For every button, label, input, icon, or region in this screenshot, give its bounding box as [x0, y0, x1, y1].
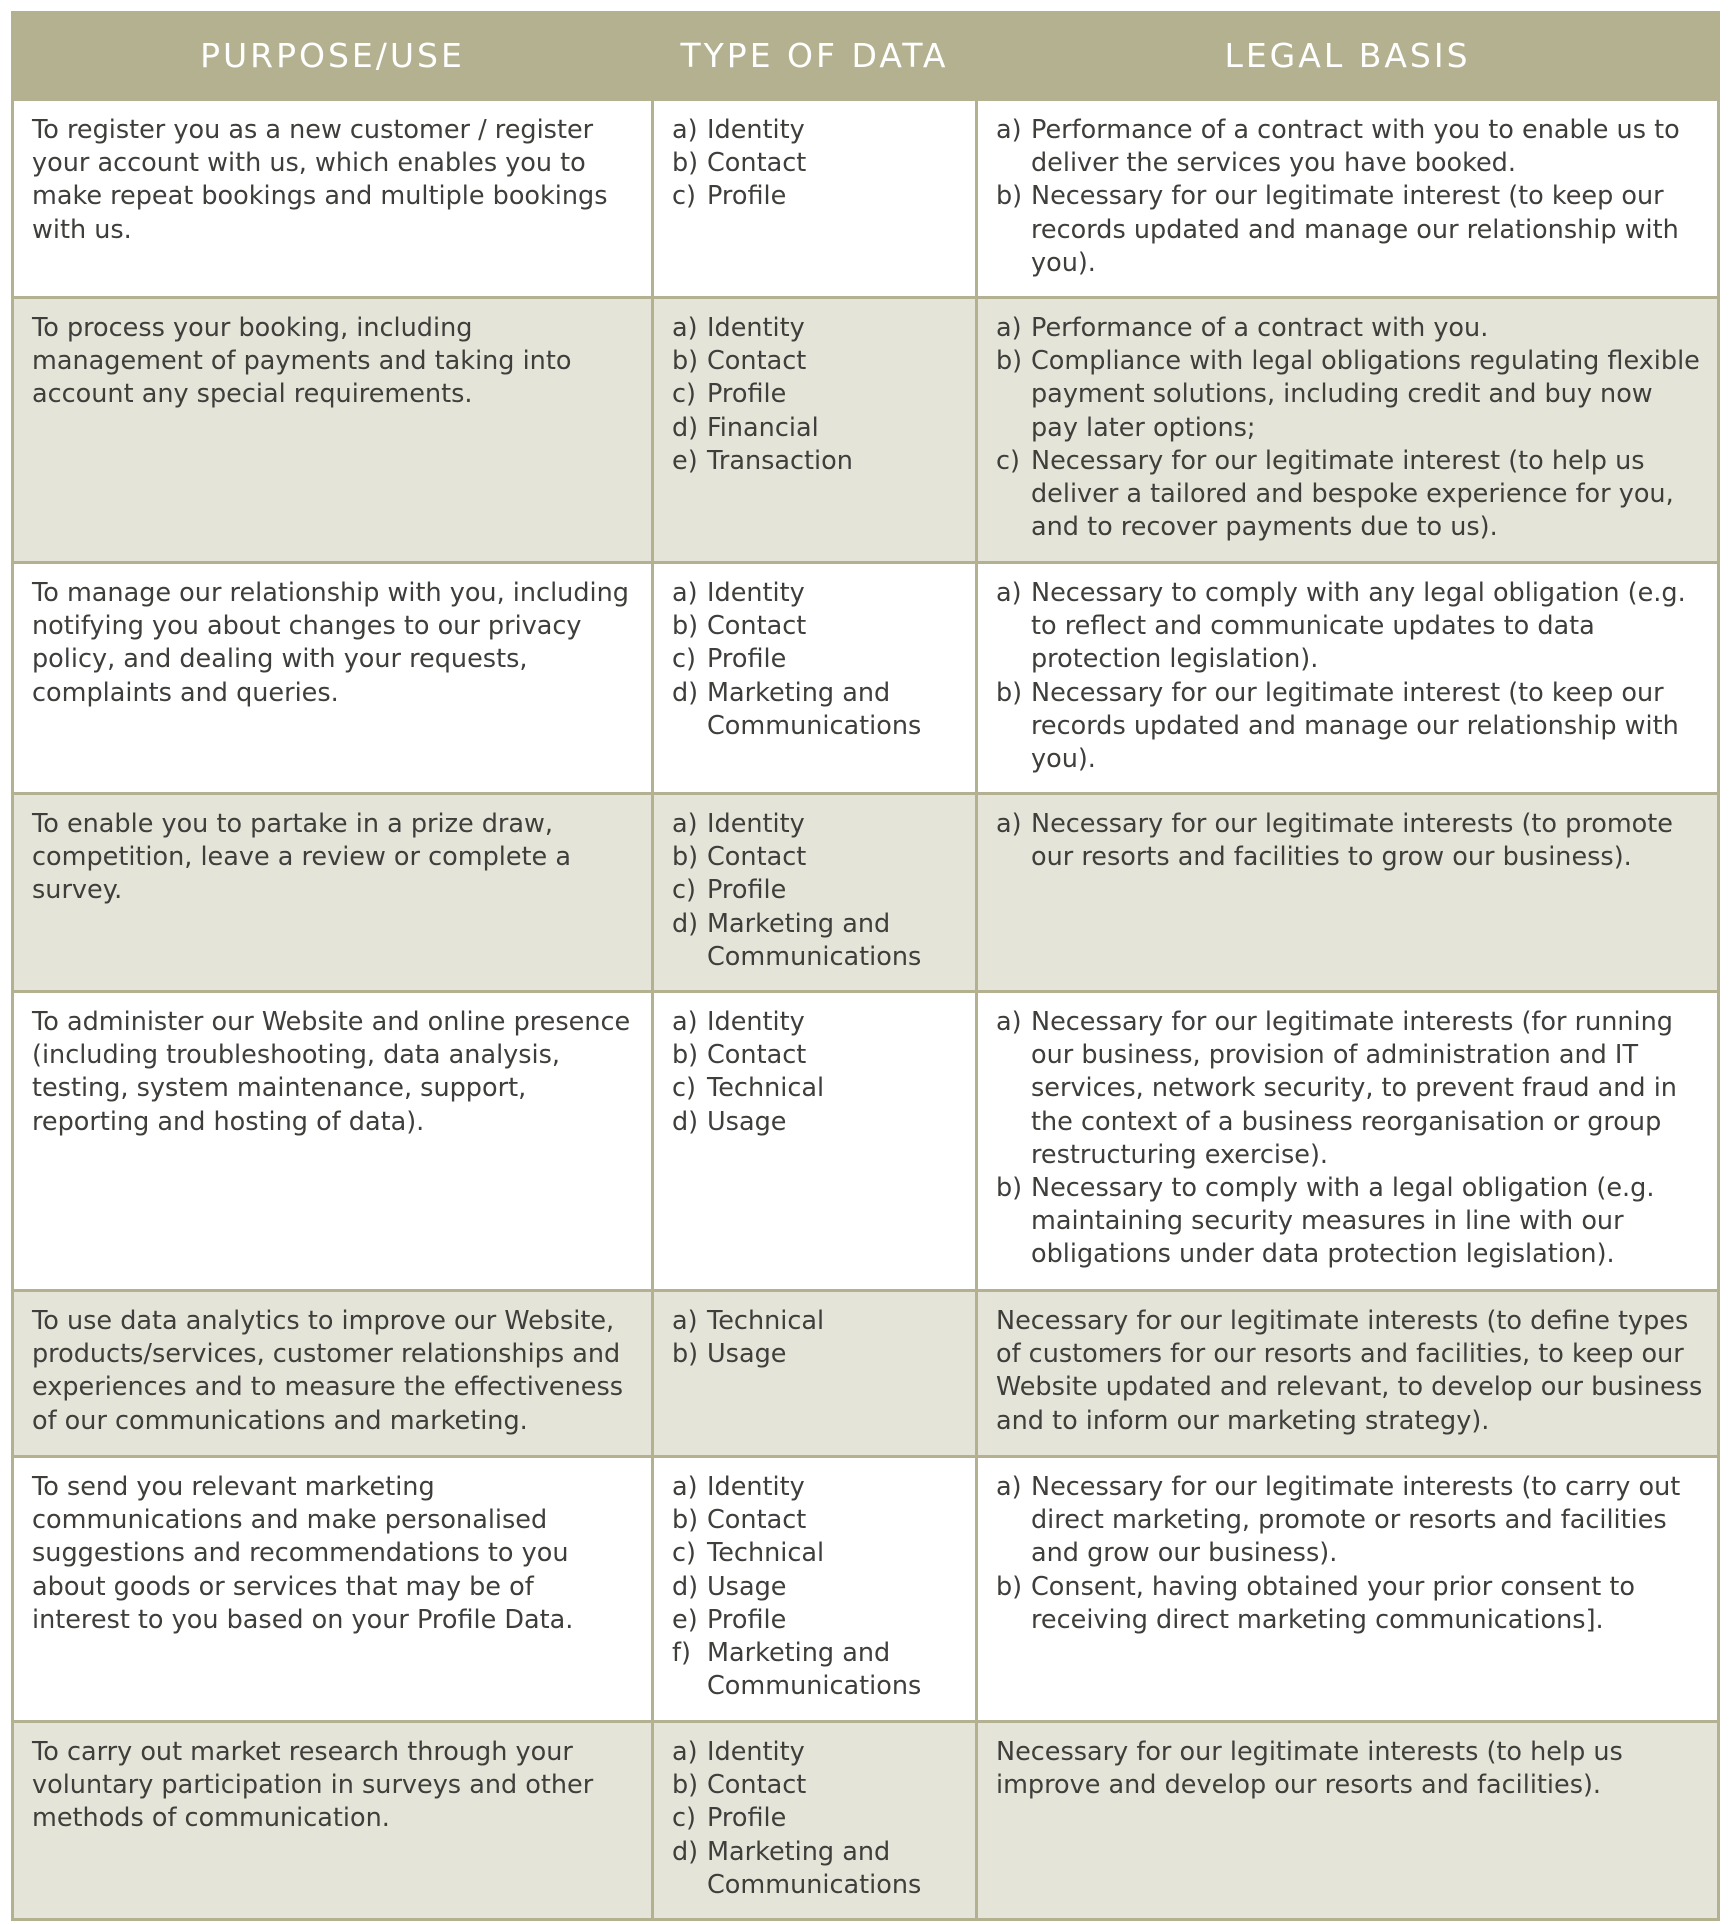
- list-marker: a): [672, 313, 698, 343]
- list-marker: a): [672, 115, 698, 145]
- list-text: Technical: [707, 1073, 825, 1104]
- header-row: [13, 13, 1719, 100]
- type-of-data-cell: [653, 794, 977, 992]
- data-type-item: [672, 312, 961, 345]
- header-legal-basis: LEGAL BASIS: [977, 13, 1719, 100]
- list-text: Technical: [707, 1538, 825, 1569]
- data-type-item: [672, 114, 961, 147]
- list-text: Contact: [707, 148, 807, 179]
- list-text: Necessary to comply with any legal obligation (e.g. to reflect and communicate updates to data protection legislation).: [1031, 578, 1686, 675]
- legal-basis-item: [996, 445, 1703, 545]
- data-processing-table: [11, 11, 1720, 1921]
- list-text: Contact: [707, 1040, 807, 1071]
- list-text: Contact: [707, 1505, 807, 1536]
- data-type-item: [672, 412, 961, 445]
- purpose-cell: To use data analytics to improve our Website, products/services, customer relationships and experiences and to measure the effectiveness of our communications and marketing.: [13, 1291, 653, 1457]
- list-text: Necessary for our legitimate interest (to help us deliver a tailored and bespoke experience for you, and to recover payments due to us).: [1031, 445, 1674, 543]
- data-type-item: [672, 445, 961, 478]
- list-text: Usage: [707, 1339, 787, 1370]
- list-text: Usage: [707, 1571, 787, 1602]
- legal-basis-item: [996, 180, 1703, 280]
- legal-basis-item: [996, 114, 1703, 180]
- purpose-cell: To manage our relationship with you, including notifying you about changes to our privacy policy, and dealing with your requests, complaints and queries.: [13, 563, 653, 794]
- purpose-cell: To enable you to partake in a prize draw, competition, leave a review or complete a survey.: [13, 794, 653, 992]
- list-text: Necessary for our legitimate interest (to keep our records updated and manage our relationship with you).: [1031, 181, 1679, 278]
- table-row: [13, 100, 1719, 298]
- list-text: Marketing and Communications: [707, 1638, 922, 1702]
- legal-basis-item: [996, 1736, 1703, 1802]
- data-type-item: [672, 874, 961, 907]
- list-text: Identity: [707, 1007, 805, 1037]
- purpose-cell: To carry out market research through your voluntary participation in surveys and other methods of communication.: [13, 1722, 653, 1920]
- list-marker: b): [672, 842, 699, 873]
- list-text: Necessary for our legitimate interests (to carry out direct marketing, promote or resorts and facilities and grow our business).: [1031, 1472, 1681, 1569]
- list-marker: b): [672, 148, 699, 179]
- list-marker: b): [672, 1505, 699, 1536]
- list-marker: b): [672, 1770, 699, 1801]
- list-marker: a): [672, 1737, 698, 1767]
- legal-basis-cell: [977, 298, 1719, 563]
- header-type-of-data: TYPE OF DATA: [653, 13, 977, 100]
- list-marker: c): [672, 1073, 696, 1104]
- data-type-item: [672, 1537, 961, 1570]
- list-marker: b): [996, 181, 1023, 212]
- list-text: Usage: [707, 1106, 787, 1137]
- legal-basis-item: [996, 577, 1703, 677]
- legal-basis-cell: [977, 1457, 1719, 1722]
- list-text: Performance of a contract with you to enable us to deliver the services you have booked.: [1031, 115, 1680, 179]
- list-text: Contact: [707, 611, 807, 642]
- data-type-item: [672, 908, 961, 974]
- data-type-item: [672, 808, 961, 841]
- list-marker: a): [996, 809, 1022, 839]
- list-text: Contact: [707, 346, 807, 377]
- list-text: Identity: [707, 809, 805, 839]
- legal-basis-cell: [977, 1291, 1719, 1457]
- list-marker: b): [996, 677, 1023, 708]
- list-marker: b): [996, 1173, 1023, 1204]
- data-type-item: [672, 1769, 961, 1802]
- list-marker: c): [672, 181, 696, 212]
- list-marker: b): [996, 346, 1023, 377]
- type-of-data-cell: [653, 298, 977, 563]
- list-text: Contact: [707, 1770, 807, 1801]
- list-marker: d): [672, 908, 699, 939]
- legal-basis-item: [996, 1571, 1703, 1637]
- table-row: [13, 298, 1719, 563]
- list-marker: c): [672, 379, 696, 410]
- purpose-cell: To register you as a new customer / register your account with us, which enables you to make repeat bookings and multiple bookings with us.: [13, 100, 653, 298]
- list-text: Identity: [707, 1472, 805, 1502]
- list-text: Financial: [707, 412, 819, 443]
- list-marker: a): [996, 1472, 1022, 1502]
- list-text: Necessary for our legitimate interests (to promote our resorts and facilities to grow our business).: [1031, 809, 1673, 873]
- list-text: Compliance with legal obligations regulating flexible payment solutions, including credit and buy now pay later options;: [1031, 346, 1700, 443]
- list-text: Profile: [707, 379, 787, 410]
- legal-basis-item: [996, 1006, 1703, 1172]
- table-row: [13, 1722, 1719, 1920]
- type-of-data-cell: [653, 100, 977, 298]
- list-marker: b): [672, 611, 699, 642]
- data-type-item: [672, 610, 961, 643]
- data-type-item: [672, 1338, 961, 1371]
- list-marker: b): [672, 1339, 699, 1370]
- data-type-item: [672, 1504, 961, 1537]
- list-marker: a): [672, 1472, 698, 1502]
- data-type-item: [672, 1736, 961, 1769]
- list-text: Profile: [707, 181, 787, 212]
- data-type-item: [672, 677, 961, 743]
- list-marker: c): [996, 445, 1020, 476]
- list-text: Necessary to comply with a legal obligation (e.g. maintaining security measures in line with our obligations under data protection legislation).: [1031, 1173, 1655, 1270]
- data-type-item: [672, 643, 961, 676]
- list-marker: d): [672, 1836, 699, 1867]
- list-marker: c): [672, 875, 696, 906]
- list-text: Performance of a contract with you.: [1031, 313, 1489, 343]
- list-text: Identity: [707, 313, 805, 343]
- purpose-cell: To administer our Website and online presence (including troubleshooting, data analysis, testing, system maintenance, support, reporting and hosting of data).: [13, 992, 653, 1291]
- list-marker: a): [996, 313, 1022, 343]
- purpose-cell: To process your booking, including management of payments and taking into account any special requirements.: [13, 298, 653, 563]
- table-row: [13, 1291, 1719, 1457]
- legal-basis-cell: [977, 794, 1719, 992]
- data-type-item: [672, 1637, 961, 1703]
- legal-basis-item: [996, 677, 1703, 777]
- purpose-cell: To send you relevant marketing communications and make personalised suggestions and recommendations to you about goods or services that may be of interest to you based on your Profile Data.: [13, 1457, 653, 1722]
- data-type-item: [672, 1305, 961, 1338]
- list-marker: a): [672, 809, 698, 839]
- list-marker: d): [672, 1106, 699, 1137]
- data-type-item: [672, 147, 961, 180]
- header-purpose: PURPOSE/USE: [13, 13, 653, 100]
- data-type-item: [672, 1039, 961, 1072]
- list-text: Necessary for our legitimate interest (to keep our records updated and manage our relationship with you).: [1031, 677, 1679, 775]
- list-text: Technical: [707, 1306, 825, 1336]
- table-row: [13, 563, 1719, 794]
- list-text: Necessary for our legitimate interests (to help us improve and develop our resorts and facilities).: [996, 1737, 1623, 1801]
- data-type-item: [672, 1072, 961, 1105]
- list-text: Profile: [707, 644, 787, 675]
- type-of-data-cell: [653, 992, 977, 1291]
- list-text: Identity: [707, 1737, 805, 1767]
- list-marker: d): [672, 412, 699, 443]
- legal-basis-item: [996, 808, 1703, 874]
- legal-basis-item: [996, 1305, 1703, 1438]
- list-text: Transaction: [707, 445, 853, 476]
- list-text: Marketing and Communications: [707, 908, 922, 972]
- list-marker: b): [996, 1571, 1023, 1602]
- list-marker: c): [672, 1803, 696, 1834]
- list-marker: a): [996, 1007, 1022, 1037]
- list-marker: e): [672, 1604, 698, 1635]
- type-of-data-cell: [653, 1722, 977, 1920]
- legal-basis-cell: [977, 992, 1719, 1291]
- data-type-item: [672, 1006, 961, 1039]
- data-type-item: [672, 345, 961, 378]
- list-text: Consent, having obtained your prior consent to receiving direct marketing communications].: [1031, 1571, 1635, 1635]
- list-marker: a): [672, 578, 698, 608]
- list-marker: a): [996, 115, 1022, 145]
- list-text: Necessary for our legitimate interests (to define types of customers for our resorts and facilities, to keep our Website updated and relevant, to develop our business and to inform our marketing strategy).: [996, 1306, 1703, 1436]
- type-of-data-cell: [653, 563, 977, 794]
- type-of-data-cell: [653, 1291, 977, 1457]
- list-text: Profile: [707, 1803, 787, 1834]
- list-text: Identity: [707, 578, 805, 608]
- list-text: Marketing and Communications: [707, 677, 922, 741]
- list-marker: a): [672, 1306, 698, 1336]
- list-marker: b): [672, 1040, 699, 1071]
- legal-basis-item: [996, 1172, 1703, 1272]
- data-type-item: [672, 1471, 961, 1504]
- list-text: Profile: [707, 875, 787, 906]
- data-type-item: [672, 577, 961, 610]
- data-type-item: [672, 1802, 961, 1835]
- list-text: Marketing and Communications: [707, 1836, 922, 1900]
- legal-basis-cell: [977, 100, 1719, 298]
- legal-basis-item: [996, 345, 1703, 445]
- list-text: Contact: [707, 842, 807, 873]
- data-type-item: [672, 1106, 961, 1139]
- table-body: [13, 100, 1719, 1920]
- legal-basis-cell: [977, 563, 1719, 794]
- list-marker: c): [672, 1538, 696, 1569]
- list-marker: d): [672, 1571, 699, 1602]
- legal-basis-item: [996, 1471, 1703, 1571]
- table-row: [13, 1457, 1719, 1722]
- list-marker: c): [672, 644, 696, 675]
- data-type-item: [672, 1571, 961, 1604]
- list-marker: d): [672, 677, 699, 708]
- legal-basis-cell: [977, 1722, 1719, 1920]
- type-of-data-cell: [653, 1457, 977, 1722]
- data-type-item: [672, 1836, 961, 1902]
- data-type-item: [672, 841, 961, 874]
- list-marker: b): [672, 346, 699, 377]
- table-row: [13, 992, 1719, 1291]
- list-text: Profile: [707, 1604, 787, 1635]
- list-marker: a): [672, 1007, 698, 1037]
- list-marker: f): [672, 1638, 691, 1669]
- data-type-item: [672, 180, 961, 213]
- list-marker: e): [672, 445, 698, 476]
- data-type-item: [672, 378, 961, 411]
- list-text: Necessary for our legitimate interests (for running our business, provision of administration and IT services, network security, to prevent fraud and in the context of a business reorganisation or group restructuring exercise).: [1031, 1007, 1677, 1170]
- list-marker: a): [996, 578, 1022, 608]
- legal-basis-item: [996, 312, 1703, 345]
- list-text: Identity: [707, 115, 805, 145]
- data-type-item: [672, 1604, 961, 1637]
- table-row: [13, 794, 1719, 992]
